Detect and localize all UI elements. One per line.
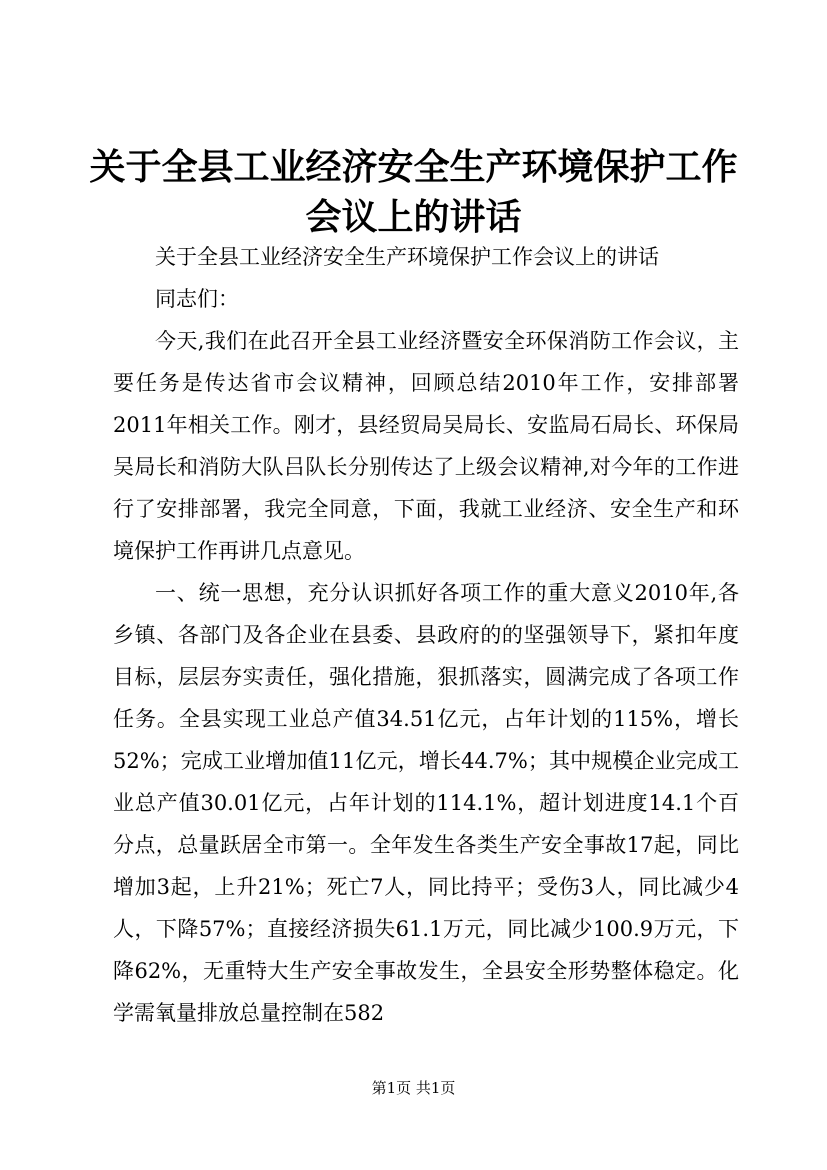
paragraph-intro: 今天,我们在此召开全县工业经济暨安全环保消防工作会议，主要任务是传达省市会议精神，回顾总结2010年工作，安排部署2011年相关工作。刚才，县经贸局吴局长、安监局石局长、环保局吴局长和消防大队吕队长分别传达了上级会议精神,对今年的工作进行了安排部署，我完全同意，下面，我就工业经济、安全生产和环境保护工作再讲几点意见。 [113,329,739,563]
document-title: 关于全县工业经济安全生产环境保护工作会议上的讲话 [89,146,738,238]
paragraph-section-one: 一、统一思想，充分认识抓好各项工作的重大意义2010年,各乡镇、各部门及各企业在县委、县政府的的坚强领导下，紧扣年度目标，层层夯实责任，强化措施，狠抓落实，圆满完成了各项工作任务。全县实现工业总产值34.51亿元，占年计划的115%，增长52%；完成工业增加值11亿元，增长44.7%；其中规模企业完成工业总产值30.01亿元，占年计划的114.1%，超计划进度14.1个百分点，总量跃居全市第一。全年发生各类生产安全事故17起，同比增加3起，上升21%；死亡7人，同比持平；受伤3人，同比减少4人，下降57%；直接经济损失61.1万元，同比减少100.9万元，下降62%，无重特大生产安全事故发生，全县安全形势整体稳定。化学需氧量排放总量控制在582 [113,581,739,1025]
paragraph-salutation: 同志们： [155,287,239,311]
page-footer: 第1页 共1页 [371,1079,456,1097]
paragraph-subtitle: 关于全县工业经济安全生产环境保护工作会议上的讲话 [155,245,659,269]
document-body [113,236,739,1034]
